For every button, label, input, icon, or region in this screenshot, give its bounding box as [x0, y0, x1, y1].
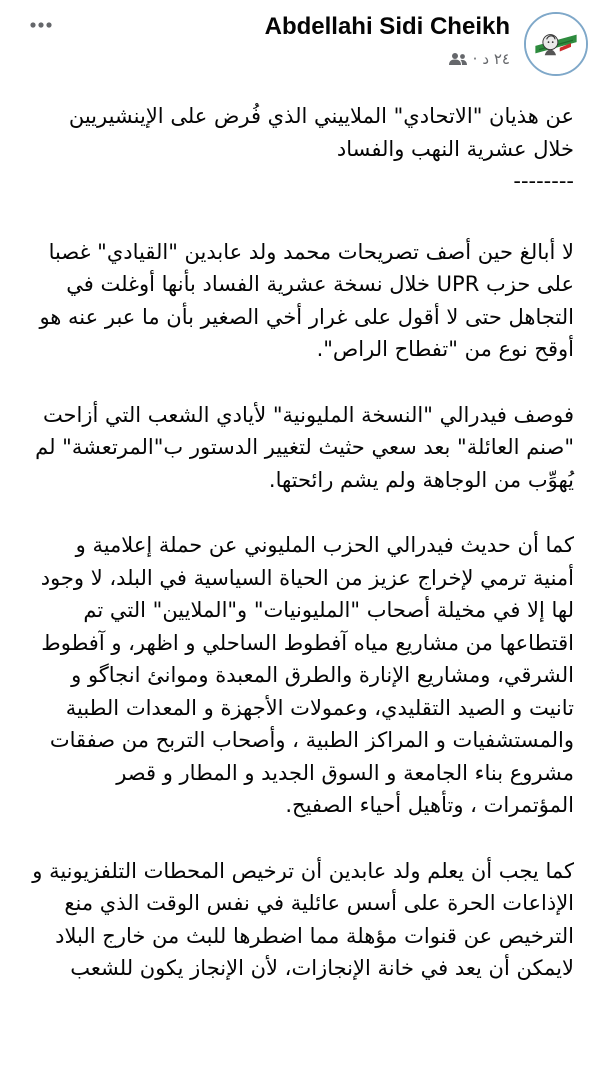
- more-options-button[interactable]: [26, 10, 56, 40]
- post-paragraph-4: كما أن حديث فيدرالي الحزب المليوني عن حملة إعلامية و أمنية ترمي لإخراج عزيز من الحياة السياسية في البلد، لا وجود لها إلا في مخيلة أصحاب "المليونيات" و"الملايين" التي تم اقتطاعها من مشاريع مياه آفطوط الساحلي و اظهر، و آفطوط الشرقي، ومشاريع الإنارة والطرق المعبدة وموانئ انجاگو و تانيت و الصيد التقليدي، وعمولات الأجهزة و المعدات الطبية والمستشفيات و المراكز الطبية ، وأصحاب التربح من صفقات مشروع بناء الجامعة و السوق الجديد و المطار و قصر المؤتمرات ، وتأهيل أحياء الصفيح.: [40, 533, 574, 817]
- meta-separator: ·: [472, 50, 478, 68]
- profile-avatar-icon: [526, 14, 586, 74]
- post-header: [0, 0, 600, 92]
- post-content: [0, 92, 600, 1018]
- text-separator: --------: [513, 169, 574, 193]
- post-paragraph-2: لا أبالغ حين أصف تصريحات محمد ولد عابدين "القيادي" غصبا على حزب UPR خلال نسخة عشرية الفساد بأنها أوغلت في التجاهل حتى لا أقول على غرار أخي الصغير بأن ما عبر عنه هو أوقح نوع من "تفطاح الراص".: [39, 239, 574, 361]
- post-headline: عن هذيان "الاتحادي" الملاييني الذي فُرض على الإينشيريين خلال عشرية النهب والفساد: [68, 104, 574, 161]
- more-options-icon: [29, 21, 53, 29]
- post-timestamp[interactable]: ٢٤ د: [482, 50, 510, 68]
- post-paragraph-5: كما يجب أن يعلم ولد عابدين أن ترخيص المحطات التلفزيونية و الإذاعات الحرة على أسس عائلية في نفس الوقت الذي منع الترخيص عن قنوات مؤهلة مما اضطرها للبث من خارج البلاد لايمكن أن يعد في خانة الإنجازات، لأن الإنجاز يكون للشعب: [32, 858, 574, 980]
- friends-icon[interactable]: [448, 52, 468, 66]
- author-avatar[interactable]: [524, 12, 588, 76]
- post-meta: [448, 50, 510, 68]
- post-paragraph-3: فوصف فيدرالي "النسخة المليونية" لأيادي الشعب التي أزاحت "صنم العائلة" بعد سعي حثيث لتغيير الدستور ب"المرتعشة" لم يُهوِّب من الوجاهة ولم يشم رائحتها.: [35, 402, 574, 492]
- author-name[interactable]: Abdellahi Sidi Cheikh: [264, 13, 510, 40]
- post-paragraph-1: [30, 100, 574, 198]
